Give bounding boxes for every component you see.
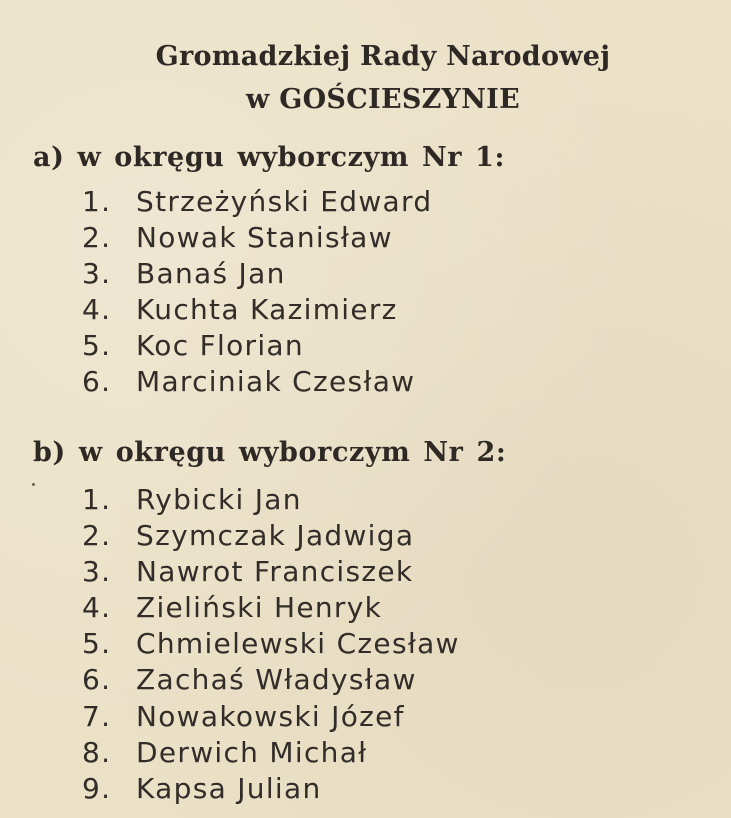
candidate-item <box>82 771 460 807</box>
candidate-number: 5. <box>82 329 112 362</box>
candidate-number: 3. <box>82 555 112 589</box>
candidate-name: Derwich Michał <box>136 735 368 769</box>
candidate-name: Chmielewski Czesław <box>136 627 460 661</box>
candidate-item <box>82 626 460 662</box>
candidate-name: Nowak Stanisław <box>136 221 393 254</box>
candidate-name: Zachaś Władysław <box>136 663 417 697</box>
candidate-number: 8. <box>82 735 112 769</box>
candidate-item <box>82 590 460 626</box>
candidate-name: Zieliński Henryk <box>136 591 383 625</box>
candidate-name: Nowakowski Józef <box>136 699 405 733</box>
candidate-item <box>82 554 460 590</box>
candidate-item <box>82 256 432 292</box>
candidate-number: 3. <box>82 257 112 290</box>
candidate-item <box>82 482 460 518</box>
candidate-name: Szymczak Jadwiga <box>136 519 415 553</box>
candidate-item <box>82 328 432 364</box>
candidate-item <box>82 735 460 771</box>
candidate-number: 4. <box>82 591 112 625</box>
district-heading-b: b) w okręgu wyborczym Nr 2: <box>33 437 507 468</box>
candidate-item <box>82 662 460 698</box>
candidate-number: 2. <box>82 221 112 254</box>
candidate-name: Strzeżyński Edward <box>136 185 433 218</box>
print-speck <box>32 483 35 486</box>
candidate-number: 4. <box>82 293 112 326</box>
candidate-item <box>82 364 432 400</box>
candidate-name: Koc Florian <box>136 329 304 362</box>
candidate-item <box>82 184 432 220</box>
district-heading-a: a) w okręgu wyborczym Nr 1: <box>33 142 506 173</box>
candidate-name: Nawrot Franciszek <box>136 555 414 589</box>
candidate-number: 2. <box>82 519 112 553</box>
candidate-number: 5. <box>82 627 112 661</box>
candidate-list-a <box>82 184 432 400</box>
candidate-name: Kapsa Julian <box>136 771 322 805</box>
candidate-list-b <box>82 482 460 807</box>
candidate-number: 6. <box>82 663 112 697</box>
candidate-number: 6. <box>82 365 112 398</box>
candidate-item <box>82 699 460 735</box>
candidate-name: Marciniak Czesław <box>136 365 416 398</box>
candidate-number: 1. <box>82 483 112 516</box>
candidate-number: 1. <box>82 185 112 218</box>
candidate-name: Rybicki Jan <box>136 483 302 516</box>
candidate-name: Banaś Jan <box>136 257 286 290</box>
candidate-number: 9. <box>82 771 112 805</box>
candidate-item <box>82 220 432 256</box>
candidate-item <box>82 518 460 554</box>
location-title: w GOŚCIESZYNIE <box>246 84 520 115</box>
council-title: Gromadzkiej Rady Narodowej <box>155 41 611 72</box>
candidate-name: Kuchta Kazimierz <box>136 293 398 326</box>
candidate-item <box>82 292 432 328</box>
candidate-number: 7. <box>82 699 112 733</box>
